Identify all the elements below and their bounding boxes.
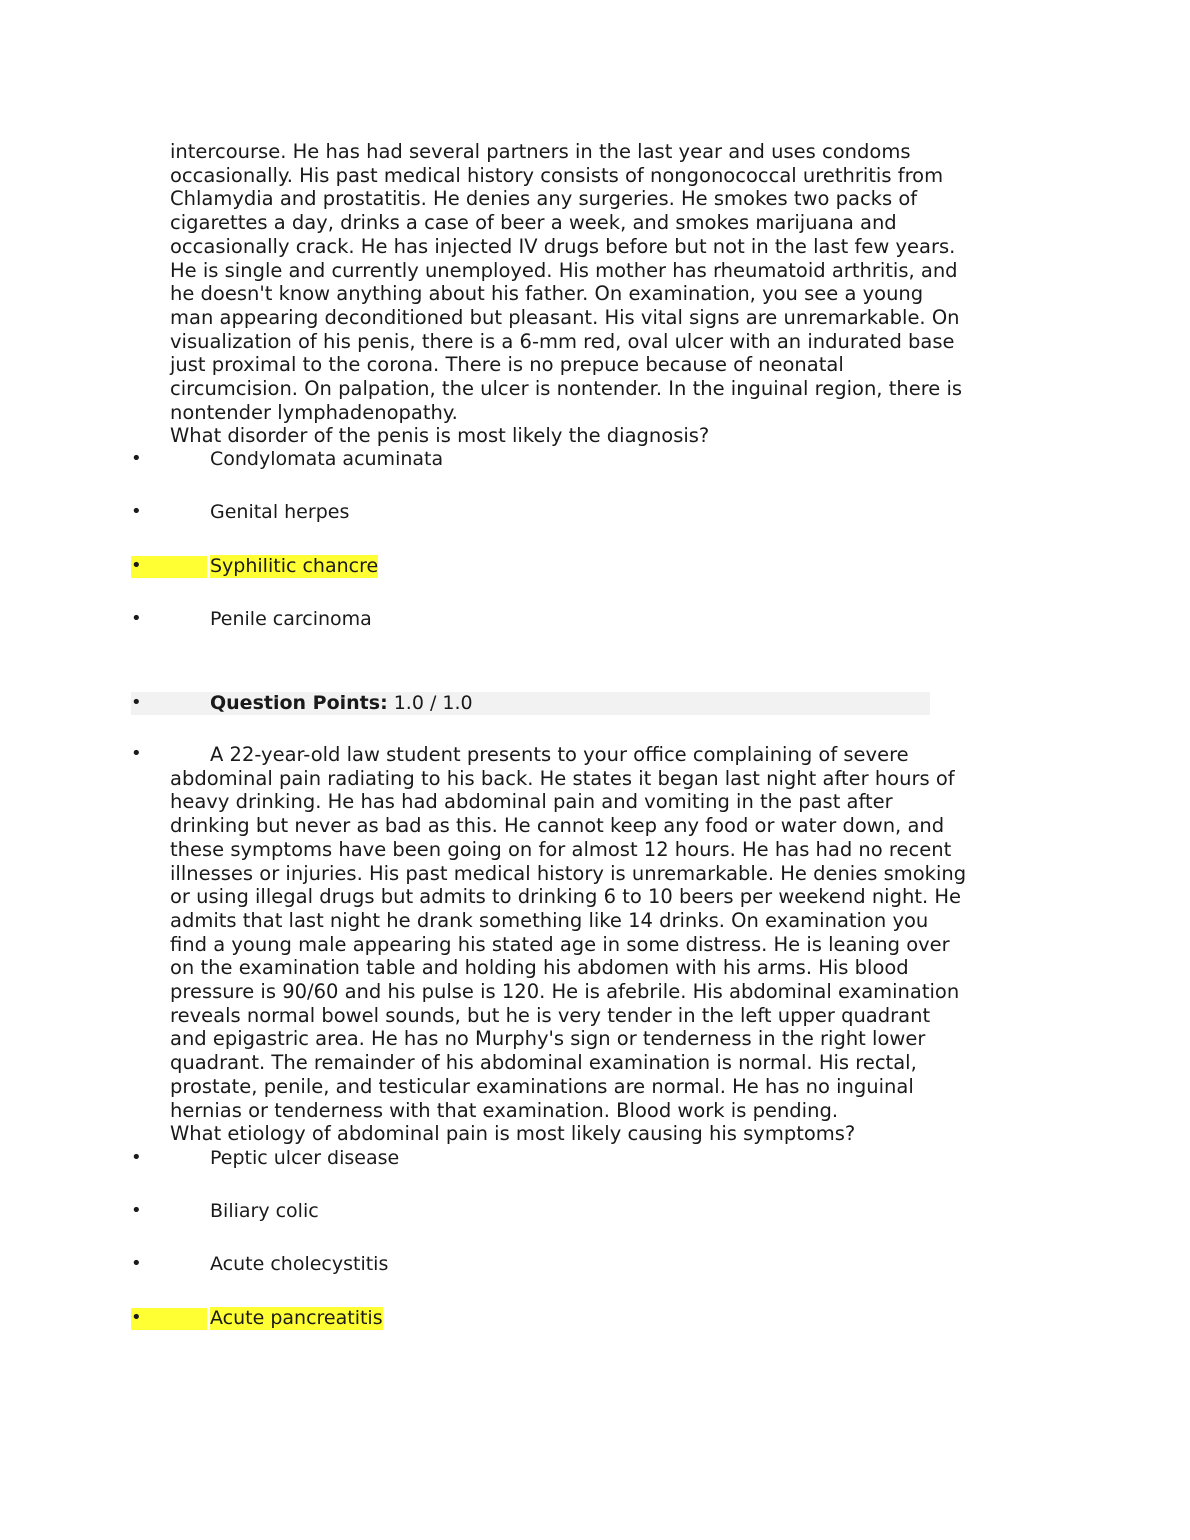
question-1-stem [170,140,1010,448]
question-points-label: Question Points: [210,692,388,714]
question-2-prompt: What etiology of abdominal pain is most likely causing his symptoms? [170,1122,856,1146]
stem-line: these symptoms have been going on for almost 12 hours. He has had no recent [170,837,952,861]
stem-line: intercourse. He has had several partners in the last year and uses condoms [170,140,911,163]
bullet: • [131,501,142,522]
stem-line: hernias or tenderness with that examination. Blood work is pending. [170,1098,839,1122]
stem-line: reveals normal bowel sounds, but he is very tender in the left upper quadrant [170,1003,931,1027]
selected-answer-highlight [131,1308,207,1330]
question-1-prompt: What disorder of the penis is most likely the diagnosis? [170,424,710,448]
stem-line: or using illegal drugs but admits to drinking 6 to 10 beers per weekend night. He [170,885,962,909]
bullet: • [131,555,142,576]
stem-line: occasionally crack. He has injected IV drugs before but not in the last few years. [170,234,956,258]
q1-option-3-selected[interactable]: Syphilitic chancre [210,555,379,577]
bullet: • [131,1307,142,1328]
stem-line: heavy drinking. He has had abdominal pain and vomiting in the past after [170,790,893,814]
stem-line: A 22-year-old law student presents to your office complaining of severe [210,743,909,766]
question-points [210,692,473,715]
question-2-stem [170,743,1010,1146]
stem-line: He is single and currently unemployed. His mother has rheumatoid arthritis, and [170,258,958,282]
stem-line: just proximal to the corona. There is no prepuce because of neonatal [170,353,844,377]
stem-line: drinking but never as bad as this. He cannot keep any food or water down, and [170,814,945,838]
q1-option-2[interactable]: Genital herpes [210,501,350,523]
bullet: • [131,608,142,629]
stem-line: man appearing deconditioned but pleasant. His vital signs are unremarkable. On [170,305,960,329]
stem-line: visualization of his penis, there is a 6-mm red, oval ulcer with an indurated base [170,329,955,353]
bullet: • [131,1200,142,1221]
q2-option-4-selected[interactable]: Acute pancreatitis [210,1307,383,1329]
stem-line: admits that last night he drank something like 14 drinks. On examination you [170,908,929,932]
stem-line: Chlamydia and prostatitis. He denies any surgeries. He smokes two packs of [170,187,918,211]
q1-option-4[interactable]: Penile carcinoma [210,608,372,630]
stem-line: quadrant. The remainder of his abdominal examination is normal. His rectal, [170,1051,917,1075]
stem-line: abdominal pain radiating to his back. He states it began last night after hours of [170,766,955,790]
selected-answer-highlight [131,556,207,578]
stem-line: occasionally. His past medical history consists of nongonococcal urethritis from [170,163,944,187]
q2-option-3[interactable]: Acute cholecystitis [210,1253,389,1275]
q2-option-2[interactable]: Biliary colic [210,1200,319,1222]
bullet: • [131,448,142,469]
stem-line: pressure is 90/60 and his pulse is 120. He is afebrile. His abdominal examination [170,980,960,1004]
stem-line: cigarettes a day, drinks a case of beer a week, and smokes marijuana and [170,211,897,235]
stem-line: prostate, penile, and testicular examinations are normal. He has no inguinal [170,1074,914,1098]
bullet: • [131,692,142,713]
stem-line: nontender lymphadenopathy. [170,400,458,424]
question-points-value: 1.0 / 1.0 [393,692,473,714]
bullet: • [131,1147,142,1168]
stem-line: find a young male appearing his stated age in some distress. He is leaning over [170,932,950,956]
stem-line: he doesn't know anything about his father. On examination, you see a young [170,282,924,306]
q2-option-1[interactable]: Peptic ulcer disease [210,1147,400,1169]
q1-option-1[interactable]: Condylomata acuminata [210,448,444,470]
bullet: • [131,743,142,764]
bullet: • [131,1253,142,1274]
stem-line: illnesses or injuries. His past medical history is unremarkable. He denies smoking [170,861,967,885]
stem-line: and epigastric area. He has no Murphy's sign or tenderness in the right lower [170,1027,926,1051]
stem-line: circumcision. On palpation, the ulcer is nontender. In the inguinal region, there is [170,377,963,401]
stem-line: on the examination table and holding his abdomen with his arms. His blood [170,956,909,980]
